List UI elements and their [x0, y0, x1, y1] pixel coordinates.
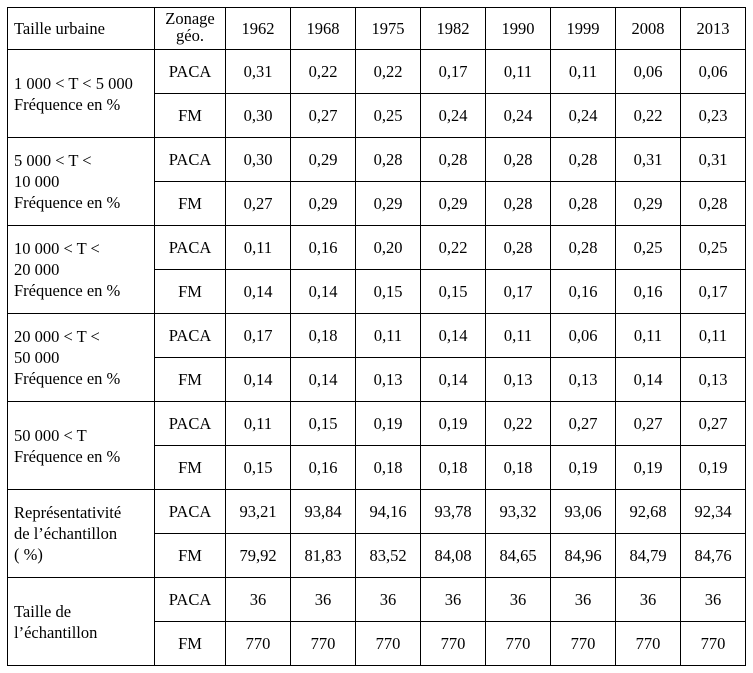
value-cell: 0,19 [551, 446, 616, 490]
table-row [8, 50, 746, 94]
value-cell: 0,18 [291, 314, 356, 358]
value-cell: 0,11 [681, 314, 746, 358]
value-cell: 0,11 [616, 314, 681, 358]
value-cell: 0,25 [681, 226, 746, 270]
geo-zone-cell: FM [155, 534, 226, 578]
value-cell: 84,65 [486, 534, 551, 578]
urban-size-label [8, 138, 155, 226]
value-cell: 0,19 [421, 402, 486, 446]
table-row [8, 226, 746, 270]
urban-size-label-line: 50 000 [14, 348, 60, 367]
geo-zone-cell: FM [155, 358, 226, 402]
value-cell: 0,22 [291, 50, 356, 94]
value-cell: 0,15 [356, 270, 421, 314]
urban-size-label-line: Fréquence en % [14, 281, 121, 300]
value-cell: 0,29 [291, 138, 356, 182]
value-cell: 770 [226, 622, 291, 666]
value-cell: 0,28 [551, 138, 616, 182]
value-cell: 770 [486, 622, 551, 666]
table-body [8, 8, 746, 666]
value-cell: 0,28 [486, 226, 551, 270]
geo-zone-cell: PACA [155, 314, 226, 358]
header-year: 1968 [291, 8, 356, 50]
value-cell: 0,19 [356, 402, 421, 446]
header-year: 1975 [356, 8, 421, 50]
value-cell: 0,24 [421, 94, 486, 138]
header-year: 2013 [681, 8, 746, 50]
value-cell: 0,11 [356, 314, 421, 358]
value-cell: 0,27 [226, 182, 291, 226]
value-cell: 0,11 [486, 314, 551, 358]
geo-zone-cell: PACA [155, 402, 226, 446]
header-year: 2008 [616, 8, 681, 50]
value-cell: 0,29 [421, 182, 486, 226]
value-cell: 0,11 [226, 226, 291, 270]
value-cell: 0,22 [421, 226, 486, 270]
header-geo-zoning-line-2: géo. [176, 26, 204, 45]
value-cell: 0,25 [356, 94, 421, 138]
header-year: 1982 [421, 8, 486, 50]
value-cell: 0,15 [421, 270, 486, 314]
value-cell: 0,15 [226, 446, 291, 490]
value-cell: 0,17 [486, 270, 551, 314]
geo-zone-cell: FM [155, 270, 226, 314]
value-cell: 0,16 [616, 270, 681, 314]
geo-zone-cell: FM [155, 94, 226, 138]
value-cell: 0,11 [226, 402, 291, 446]
header-urban-size: Taille urbaine [8, 8, 155, 50]
value-cell: 770 [356, 622, 421, 666]
value-cell: 93,06 [551, 490, 616, 534]
urban-size-label-line: Fréquence en % [14, 369, 121, 388]
geo-zone-cell: FM [155, 446, 226, 490]
value-cell: 84,96 [551, 534, 616, 578]
value-cell: 0,28 [356, 138, 421, 182]
value-cell: 0,16 [551, 270, 616, 314]
urban-size-label-line: ( %) [14, 545, 43, 564]
value-cell: 0,14 [421, 314, 486, 358]
value-cell: 770 [616, 622, 681, 666]
urban-size-label-line: Fréquence en % [14, 94, 121, 114]
value-cell: 0,06 [616, 50, 681, 94]
urban-size-label-line: 50 000 < T [14, 425, 87, 445]
value-cell: 0,28 [421, 138, 486, 182]
table-row [8, 490, 746, 534]
value-cell: 0,14 [421, 358, 486, 402]
value-cell: 0,30 [226, 94, 291, 138]
value-cell: 0,13 [551, 358, 616, 402]
value-cell: 0,20 [356, 226, 421, 270]
urban-size-label-line: Taille de [14, 601, 72, 621]
value-cell: 36 [356, 578, 421, 622]
urban-size-label-line: 20 000 < T < [14, 327, 100, 346]
value-cell: 0,27 [681, 402, 746, 446]
header-geo-zoning-line-1: Zonage [165, 9, 215, 28]
urban-size-label-line: 10 000 < T < [14, 239, 100, 258]
value-cell: 770 [551, 622, 616, 666]
value-cell: 0,31 [616, 138, 681, 182]
value-cell: 84,79 [616, 534, 681, 578]
value-cell: 84,08 [421, 534, 486, 578]
urban-size-label-line: 1 000 < T < 5 000 [14, 73, 133, 93]
value-cell: 0,11 [551, 50, 616, 94]
value-cell: 770 [291, 622, 356, 666]
value-cell: 0,28 [551, 182, 616, 226]
value-cell: 0,13 [356, 358, 421, 402]
urban-size-label-line: Représentativité [14, 503, 122, 522]
urban-size-label-line: 10 000 [14, 172, 60, 191]
value-cell: 0,22 [616, 94, 681, 138]
value-cell: 94,16 [356, 490, 421, 534]
value-cell: 0,24 [486, 94, 551, 138]
urban-size-label [8, 50, 155, 138]
urban-size-label [8, 578, 155, 666]
value-cell: 0,30 [226, 138, 291, 182]
value-cell: 0,27 [291, 94, 356, 138]
value-cell: 79,92 [226, 534, 291, 578]
value-cell: 0,19 [681, 446, 746, 490]
value-cell: 0,28 [681, 182, 746, 226]
value-cell: 0,25 [616, 226, 681, 270]
value-cell: 0,14 [291, 358, 356, 402]
geo-zone-cell: PACA [155, 490, 226, 534]
urban-size-label [8, 226, 155, 314]
geo-zone-cell: PACA [155, 138, 226, 182]
value-cell: 36 [226, 578, 291, 622]
value-cell: 83,52 [356, 534, 421, 578]
value-cell: 0,24 [551, 94, 616, 138]
value-cell: 0,17 [226, 314, 291, 358]
value-cell: 0,14 [226, 270, 291, 314]
header-row [8, 8, 746, 50]
table-row [8, 402, 746, 446]
value-cell: 36 [486, 578, 551, 622]
value-cell: 0,31 [226, 50, 291, 94]
value-cell: 0,17 [681, 270, 746, 314]
value-cell: 81,83 [291, 534, 356, 578]
value-cell: 36 [291, 578, 356, 622]
value-cell: 0,06 [681, 50, 746, 94]
value-cell: 36 [551, 578, 616, 622]
value-cell: 0,31 [681, 138, 746, 182]
geo-zone-cell: FM [155, 182, 226, 226]
value-cell: 92,68 [616, 490, 681, 534]
value-cell: 36 [681, 578, 746, 622]
value-cell: 93,21 [226, 490, 291, 534]
value-cell: 0,27 [551, 402, 616, 446]
geo-zone-cell: PACA [155, 578, 226, 622]
value-cell: 93,78 [421, 490, 486, 534]
value-cell: 0,29 [291, 182, 356, 226]
value-cell: 0,16 [291, 446, 356, 490]
value-cell: 0,29 [356, 182, 421, 226]
value-cell: 93,84 [291, 490, 356, 534]
urban-size-label-line: l’échantillon [14, 622, 98, 642]
urban-size-label-line: de l’échantillon [14, 524, 118, 543]
value-cell: 0,16 [291, 226, 356, 270]
value-cell: 0,17 [421, 50, 486, 94]
value-cell: 0,14 [616, 358, 681, 402]
value-cell: 770 [681, 622, 746, 666]
value-cell: 0,11 [486, 50, 551, 94]
value-cell: 0,23 [681, 94, 746, 138]
urban-size-label-line: 20 000 [14, 260, 60, 279]
value-cell: 0,15 [291, 402, 356, 446]
table-row [8, 314, 746, 358]
value-cell: 0,28 [551, 226, 616, 270]
value-cell: 0,18 [356, 446, 421, 490]
value-cell: 0,18 [421, 446, 486, 490]
urban-size-label-line: Fréquence en % [14, 193, 121, 212]
value-cell: 0,14 [226, 358, 291, 402]
urban-size-label [8, 314, 155, 402]
header-year: 1962 [226, 8, 291, 50]
value-cell: 770 [421, 622, 486, 666]
value-cell: 92,34 [681, 490, 746, 534]
header-year: 1990 [486, 8, 551, 50]
urban-size-frequency-table [7, 7, 746, 666]
value-cell: 0,22 [356, 50, 421, 94]
value-cell: 93,32 [486, 490, 551, 534]
table-row [8, 138, 746, 182]
geo-zone-cell: PACA [155, 226, 226, 270]
value-cell: 0,14 [291, 270, 356, 314]
value-cell: 0,29 [616, 182, 681, 226]
value-cell: 0,27 [616, 402, 681, 446]
value-cell: 0,13 [486, 358, 551, 402]
header-geo-zoning [155, 8, 226, 50]
value-cell: 0,28 [486, 182, 551, 226]
urban-size-label [8, 402, 155, 490]
value-cell: 0,22 [486, 402, 551, 446]
value-cell: 0,18 [486, 446, 551, 490]
value-cell: 0,06 [551, 314, 616, 358]
urban-size-label-line: 5 000 < T < [14, 151, 92, 170]
urban-size-label [8, 490, 155, 578]
value-cell: 0,19 [616, 446, 681, 490]
table-row [8, 578, 746, 622]
urban-size-label-line: Fréquence en % [14, 446, 121, 466]
value-cell: 36 [616, 578, 681, 622]
geo-zone-cell: FM [155, 622, 226, 666]
value-cell: 36 [421, 578, 486, 622]
value-cell: 84,76 [681, 534, 746, 578]
header-year: 1999 [551, 8, 616, 50]
value-cell: 0,28 [486, 138, 551, 182]
value-cell: 0,13 [681, 358, 746, 402]
geo-zone-cell: PACA [155, 50, 226, 94]
